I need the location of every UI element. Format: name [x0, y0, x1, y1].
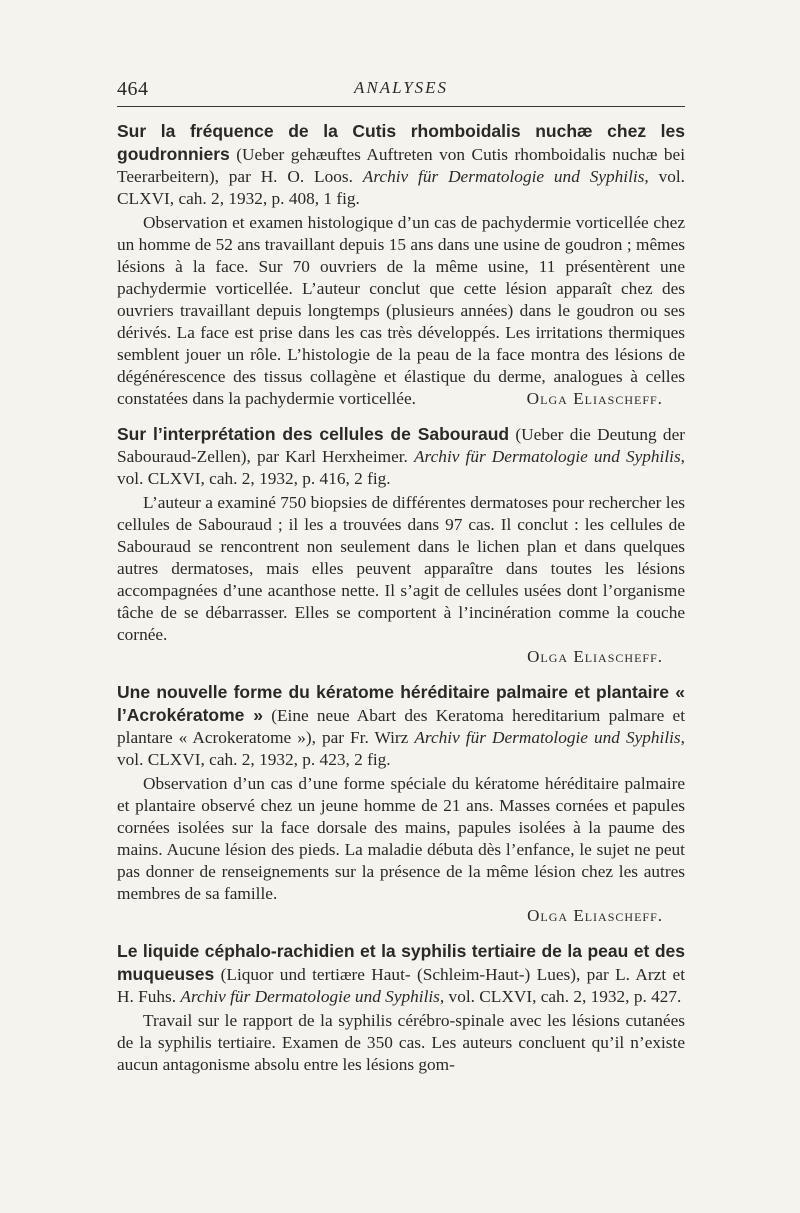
author-signature: Olga Eliascheff. [527, 647, 663, 666]
journal-name: Archiv für Dermatologie und Syphilis [414, 728, 681, 747]
article-title: Sur l’interprétation des cellules de Sabouraud [117, 424, 510, 444]
article-title: Le liquide céphalo-rachidien et la syphilis tertiaire de la peau et des muqueuses [117, 941, 685, 984]
author-signature: Olga Eliascheff. [527, 906, 663, 925]
article-heading [117, 423, 685, 490]
article-citation: (Eine neue Abart des Keratoma hereditarium palmare et plantare « Acrokeratome »), par Fr. Wirz [117, 706, 685, 747]
article-abstract: Travail sur le rapport de la syphilis cérébro-spinale avec les lésions cutanées de la syphilis tertiaire. Examen de 350 cas. Les auteurs concluent qu’il n’existe aucun antagonisme absolu entre les lésions gom- [117, 1011, 685, 1074]
article-citation: (Liquor und tertiære Haut- (Schleim-Haut-) Lues), par L. Arzt et H. Fuhs. [117, 965, 685, 1006]
header-rule [117, 106, 685, 107]
article-citation-details: , vol. CLXVI, cah. 2, 1932, p. 427. [439, 987, 682, 1006]
article-abstract: Observation d’un cas d’une forme spéciale du kératome héréditaire palmaire et plantaire observé chez un jeune homme de 21 ans. Masses cornées et papules cornées isolées sur la face dorsale des mains, papules isolées à la paume des mains. Aucune lésion des pieds. La maladie débuta dès l’enfance, le sujet ne peut pas donner de renseignements sur la présence de la même lésion chez les autres membres de sa famille. [117, 774, 685, 903]
article-abstract: L’auteur a examiné 750 biopsies de différentes dermatoses pour rechercher les cellules de Sabouraud ; il les a trouvées dans 97 cas. Il conclut : les cellules de Sabouraud se rencontrent non seulement dans le lichen plan et dans quelques autres dermatoses, mais elles peuvent apparaître dans toutes les lésions accompagnées d’une acanthose nette. Il s’agit de cellules usées dont l’organisme tâche de se débarrasser. Elles se comportent à l’incinération comme la couche cornée. [117, 493, 685, 644]
abstract-text: Observation et examen histologique d’un cas de pachydermie vorticellée chez un homme de 52 ans travaillant depuis 15 ans dans une usine de goudron ; mêmes lésions à la face. Sur 70 ouvriers de la même usine, 11 présentèrent une pachydermie vorticellée. L’auteur conclut que cette lésion apparaît chez des ouvriers travaillant depuis longtemps (plusieurs années) dans le goudron ou ses dérivés. La face est prise dans les cas très développés. Les irritations thermiques semblent jouer un rôle. L’histologie de la peau de la face montra des lésions de dégénérescence des tissus collagène et élastique du derme, analogues à celles constatées dans la pachydermie vorticellée. [117, 213, 685, 408]
article-abstract [117, 212, 685, 410]
journal-name: Archiv für Dermatologie und Syphilis [180, 987, 440, 1006]
article-heading [117, 681, 685, 771]
article-title: Sur la fréquence de la Cutis rhomboidalis nuchæ chez les goudronniers [117, 121, 685, 164]
page-header [117, 78, 685, 102]
journal-name: Archiv für Dermatologie und Syphilis [414, 447, 681, 466]
analyses-content [117, 120, 685, 1089]
page-number: 464 [117, 78, 149, 100]
article-citation: (Ueber gehæuftes Auftreten von Cutis rhomboidalis nuchæ bei Teerarbeitern), par H. O. Loos. [117, 145, 685, 186]
article-heading [117, 940, 685, 1008]
running-title: ANALYSES [353, 78, 449, 97]
author-signature: Olga Eliascheff. [526, 389, 663, 408]
article-citation-details: , vol. CLXVI, cah. 2, 1932, p. 423, 2 fig. [117, 728, 685, 769]
article-citation: (Ueber die Deutung der Sabouraud-Zellen), par Karl Herxheimer. [117, 425, 685, 466]
journal-name: Archiv für Dermatologie und Syphilis [362, 167, 645, 186]
article-citation-details: , vol. CLXVI, cah. 2, 1932, p. 416, 2 fig. [117, 447, 685, 488]
article-entry [117, 681, 685, 927]
article-entry [117, 423, 685, 668]
article-title: Une nouvelle forme du kératome héréditaire palmaire et plantaire « l’Acrokératome » [117, 682, 685, 725]
article-entry [117, 940, 685, 1076]
article-heading [117, 120, 685, 210]
article-citation-details: , vol. CLXVI, cah. 2, 1932, p. 408, 1 fig. [117, 167, 686, 208]
article-entry [117, 120, 685, 410]
